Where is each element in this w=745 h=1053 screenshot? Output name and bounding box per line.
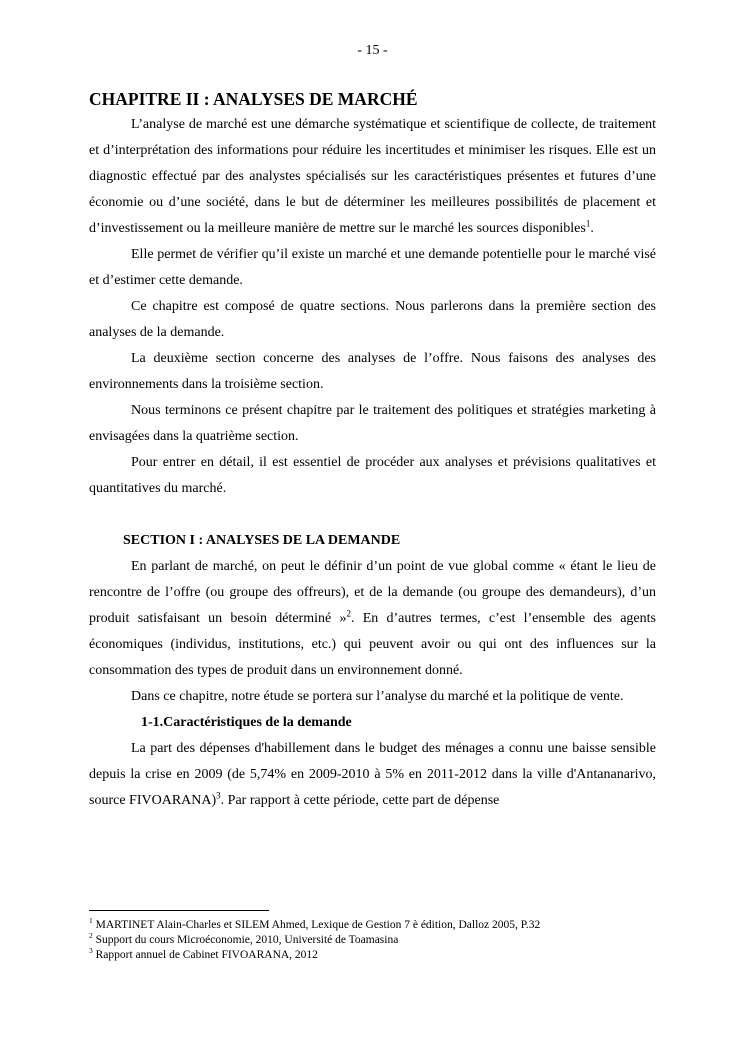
footnote [89, 948, 689, 963]
paragraph-demand-characteristics [89, 736, 656, 814]
blank-line [89, 502, 656, 528]
paragraph-market-definition [89, 554, 656, 684]
paragraph: La deuxième section concerne des analyses de l’offre. Nous faisons des analyses des environnements dans la troisième section. [89, 351, 656, 392]
paragraph-end: . En d’autres termes, c’est l’ensemble des agents économiques (individus, institutions, etc.) qui peuvent avoir ou qui ont des influences sur la consommation des types de produit dans un environnement donné. [89, 611, 656, 678]
paragraph-text: La part des dépenses d'habillement dans le budget des ménages a connu une baisse sensible depuis la crise en 2009 (de 5,74% en 2009-2010 à 5% en 2011-2012 dans la ville d'Antananarivo, source FIVOARANA) [89, 741, 656, 808]
page-number: - 15 - [357, 43, 388, 58]
chapter-title: CHAPITRE II : ANALYSES DE MARCHÉ [89, 89, 418, 109]
paragraph: Pour entrer en détail, il est essentiel de procéder aux analyses et prévisions qualitatives et quantitatives du marché. [89, 455, 656, 496]
section-title: SECTION I : ANALYSES DE LA DEMANDE [123, 533, 401, 548]
footnote-text: Rapport annuel de Cabinet FIVOARANA, 2012 [92, 949, 318, 961]
footnote-text: MARTINET Alain-Charles et SILEM Ahmed, Lexique de Gestion 7 è édition, Dalloz 2005, P.32 [92, 919, 541, 931]
footnote [89, 933, 689, 948]
footnote-ref[interactable]: 1 [585, 218, 591, 229]
paragraph-text: L’analyse de marché est une démarche systématique et scientifique de collecte, de traitement et d’interprétation des informations pour réduire les incertitudes et minimiser les risques. Elle est un diagnostic effectué par des analystes spécialisés sur les caractéristiques présentes et futures d’une économie ou d’une société, dans le but de déterminer les meilleures possibilités de placement et d’investissement ou la meilleure manière de mettre sur le marché les sources disponibles [89, 117, 656, 236]
footnotes [89, 918, 689, 963]
footnote [89, 918, 689, 933]
footnote-separator [89, 910, 269, 911]
paragraph-text: En parlant de marché, on peut le définir d’un point de vue global comme « étant le lieu de rencontre de l’offre (ou groupe des offreurs), et de la demande (ou groupe des demandeurs), d’un produit satisfaisant un besoin déterminé » [89, 559, 656, 626]
paragraph-end: . Par rapport à cette période, cette part de dépense [220, 793, 500, 808]
paragraph: Elle permet de vérifier qu’il existe un marché et une demande potentielle pour le marché visé et d’estimer cette demande. [89, 247, 656, 288]
paragraph-intro [89, 112, 656, 242]
paragraph: Dans ce chapitre, notre étude se portera sur l’analyse du marché et la politique de vente. [131, 689, 624, 704]
paragraph-end: . [590, 221, 594, 236]
footnote-number: 1 [89, 916, 93, 926]
subsection-title: 1-1.Caractéristiques de la demande [141, 715, 352, 730]
footnote-ref[interactable]: 3 [216, 790, 221, 801]
footnote-number: 2 [89, 931, 93, 941]
paragraph: Nous terminons ce présent chapitre par le traitement des politiques et stratégies marketing à envisagées dans la quatrième section. [89, 403, 656, 444]
footnote-ref[interactable]: 2 [346, 608, 351, 619]
paragraph: Ce chapitre est composé de quatre sections. Nous parlerons dans la première section des analyses de la demande. [89, 299, 656, 340]
page-content [89, 86, 656, 814]
footnote-text: Support du cours Microéconomie, 2010, Université de Toamasina [92, 934, 399, 946]
footnote-number: 3 [89, 946, 93, 956]
